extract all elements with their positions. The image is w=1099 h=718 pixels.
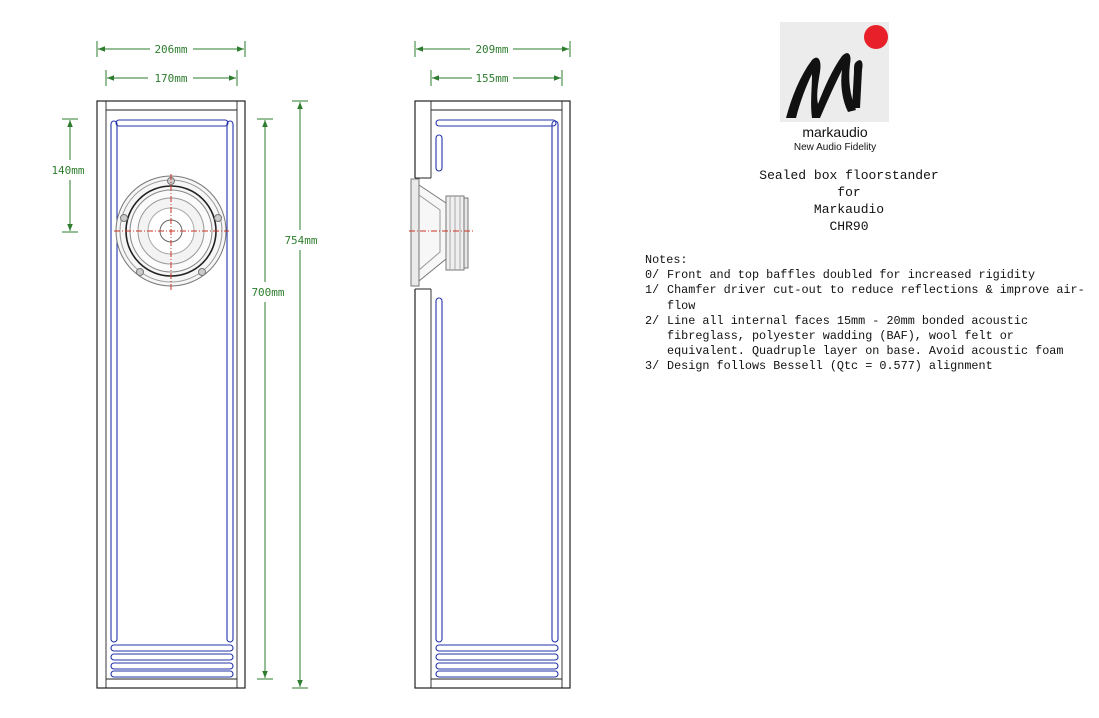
note-text: Chamfer driver cut-out to reduce reflections & improve air-flow <box>667 283 1085 313</box>
driver-height-label: 140mm <box>51 164 85 177</box>
note-number: 2/ <box>645 313 660 328</box>
title-line: Sealed box floorstander <box>759 168 939 183</box>
side-inner-depth-label: 155mm <box>475 72 509 85</box>
front-view <box>51 41 317 688</box>
note-text: Front and top baffles doubled for increased rigidity <box>667 268 1036 283</box>
notes-heading: Notes: <box>645 253 688 267</box>
outer-height-label: 754mm <box>284 234 318 247</box>
note-item <box>645 268 1085 283</box>
side-outer-depth-label: 209mm <box>475 43 509 56</box>
inner-height-label: 700mm <box>251 286 285 299</box>
brand-name: markaudio <box>802 124 868 140</box>
note-text: Design follows Bessell (Qtc = 0.577) alignment <box>667 359 993 374</box>
front-outer-width-label: 206mm <box>154 43 188 56</box>
brand-tagline: New Audio Fidelity <box>793 142 877 153</box>
front-inner-width-label: 170mm <box>154 72 188 85</box>
drawing-title <box>720 167 978 235</box>
note-item <box>645 359 1085 374</box>
note-item <box>645 283 1085 313</box>
title-line: CHR90 <box>829 219 869 234</box>
note-number: 1/ <box>645 283 660 298</box>
notes-block <box>645 253 1085 375</box>
side-view <box>409 41 570 688</box>
note-item <box>645 314 1085 360</box>
note-text: Line all internal faces 15mm - 20mm bonded acoustic fibreglass, polyester wadding (BAF), wool felt or equivalent. Quadruple layer on base. Avoid acoustic foam <box>667 313 1064 359</box>
note-number: 0/ <box>645 268 660 283</box>
side-outer-panel <box>415 101 570 688</box>
title-line: Markaudio <box>813 202 885 217</box>
note-number: 3/ <box>645 359 660 374</box>
title-line: for <box>837 185 861 200</box>
markaudio-logo <box>780 22 889 153</box>
logo-dot <box>864 25 888 49</box>
